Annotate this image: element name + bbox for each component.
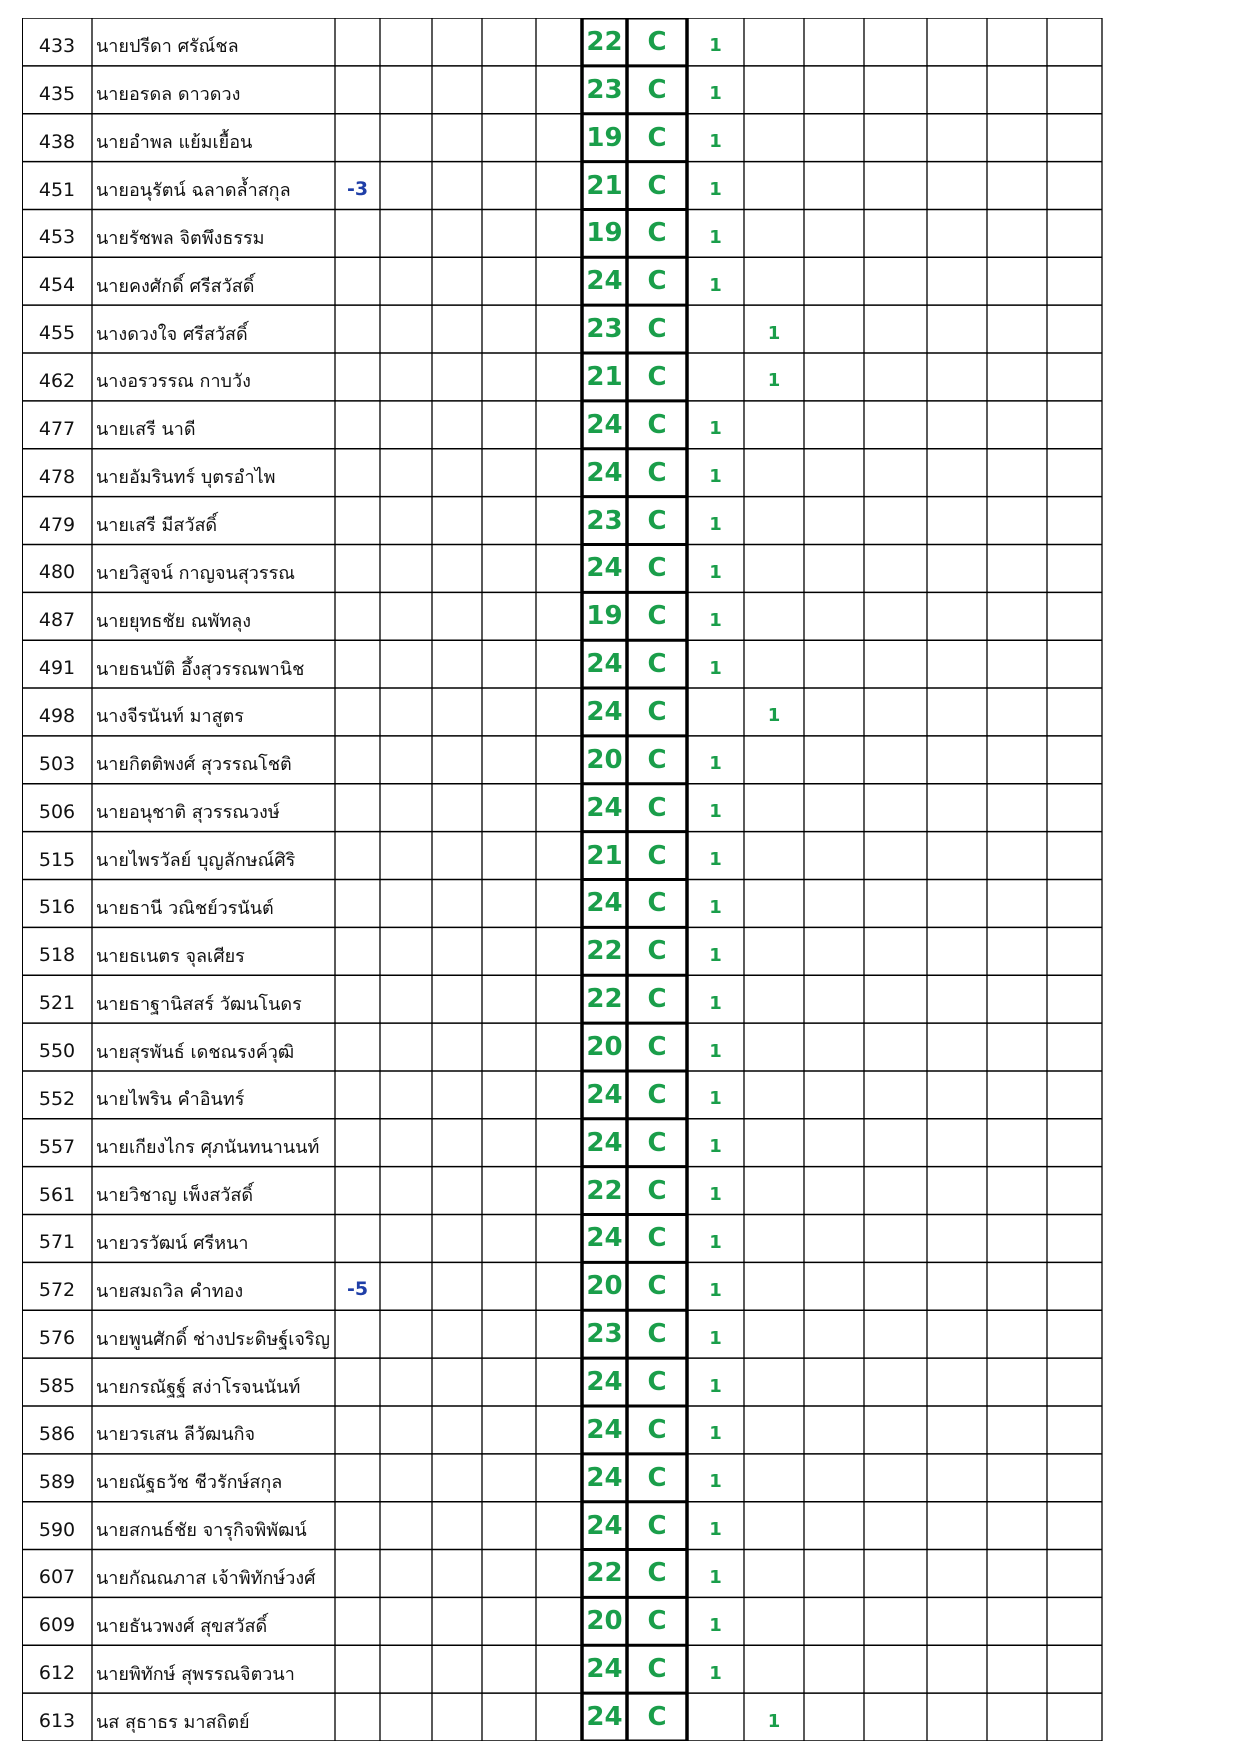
score-adjustment	[335, 1364, 380, 1406]
student-number: 609	[38, 1614, 76, 1637]
grade: C	[647, 1223, 667, 1254]
result-flag-2: 1	[767, 370, 781, 392]
student-name: นายกัณณภาส เจ้าพิทักษ์วงศ์	[96, 1567, 316, 1589]
grade: C	[647, 1462, 667, 1493]
student-number: 479	[38, 513, 76, 536]
student-number: 607	[38, 1566, 76, 1589]
total-score: 22	[586, 1175, 623, 1206]
grade: C	[647, 1127, 667, 1158]
result-flag-1: 1	[709, 944, 722, 966]
total-score: 24	[586, 696, 623, 727]
result-flag-1: 1	[709, 131, 722, 153]
score-adjustment	[335, 407, 380, 449]
student-number: 491	[38, 657, 76, 680]
result-flag-1: 1	[709, 226, 722, 248]
score-adjustment	[335, 1556, 380, 1598]
grade: C	[647, 601, 667, 632]
result-flag-2	[744, 1414, 804, 1454]
grade: C	[647, 26, 667, 57]
result-flag-1: 1	[709, 35, 722, 57]
total-score: 21	[586, 840, 623, 871]
total-score: 24	[586, 1414, 623, 1445]
result-flag-1: 1	[709, 1614, 722, 1636]
grade: C	[647, 744, 667, 775]
student-name: นายพูนศักดิ์ ช่างประดิษฐ์เจริญ	[96, 1328, 330, 1350]
score-adjustment	[335, 1460, 380, 1502]
student-name: นายวรวัฒน์ ศรีหนา	[96, 1232, 249, 1254]
result-flag-1: 1	[709, 1040, 722, 1062]
result-flag-2	[744, 1270, 804, 1310]
student-number: 435	[38, 82, 76, 105]
score-sheet-table	[22, 18, 1126, 1741]
grade: C	[647, 361, 667, 392]
student-number: 571	[38, 1231, 76, 1254]
student-name: นายธานี วณิชย์วรนันต์	[96, 897, 274, 919]
score-adjustment	[335, 550, 380, 592]
result-flag-2	[744, 888, 804, 928]
student-name: นายสมถวิล คำทอง	[96, 1280, 244, 1302]
total-score: 24	[586, 1223, 623, 1254]
result-flag-2	[744, 1318, 804, 1358]
student-name: นายสกนธ์ชัย จารุกิจพิพัฒน์	[96, 1520, 307, 1542]
student-name: นายไพริน คำอินทร์	[96, 1089, 245, 1111]
grade: C	[647, 409, 667, 440]
grade: C	[647, 1079, 667, 1110]
result-flag-1: 1	[709, 1471, 722, 1493]
student-number: 561	[38, 1183, 76, 1206]
grade: C	[647, 840, 667, 871]
grade: C	[647, 266, 667, 297]
result-flag-2	[744, 457, 804, 497]
student-number: 552	[38, 1087, 76, 1110]
grade: C	[647, 649, 667, 680]
student-number: 590	[38, 1518, 76, 1541]
student-number: 518	[38, 944, 76, 967]
student-number: 521	[38, 992, 76, 1015]
total-score: 20	[586, 744, 623, 775]
grade: C	[647, 1606, 667, 1637]
total-score: 24	[586, 1510, 623, 1541]
student-name: นายธาฐานิสสร์ วัฒนโนดร	[96, 993, 302, 1015]
result-flag-2	[744, 1127, 804, 1167]
result-flag-2	[744, 983, 804, 1023]
grade: C	[647, 888, 667, 919]
student-name: นายณัฐธวัช ชีวรักษ์สกุล	[96, 1472, 283, 1494]
grade: C	[647, 1271, 667, 1302]
score-adjustment	[335, 886, 380, 928]
student-number: 612	[38, 1662, 76, 1685]
student-name: นายพิทักษ์ สุพรรณจิตวนา	[96, 1663, 295, 1685]
student-number: 453	[38, 226, 76, 249]
result-flag-2	[744, 1462, 804, 1502]
grade: C	[647, 1702, 667, 1733]
result-flag-1: 1	[709, 657, 722, 679]
student-name: นายวิชาญ เพ็งสวัสดิ์	[96, 1185, 254, 1207]
grade: C	[647, 1175, 667, 1206]
grade: C	[647, 505, 667, 536]
grade: C	[647, 74, 667, 105]
score-adjustment	[335, 1221, 380, 1263]
student-name: นายอำพล แย้มเยื้อน	[96, 132, 253, 154]
student-number: 613	[38, 1710, 76, 1733]
result-flag-2	[744, 1079, 804, 1119]
result-flag-2	[744, 170, 804, 210]
score-adjustment	[335, 646, 380, 688]
total-score: 21	[586, 170, 623, 201]
result-flag-2	[744, 600, 804, 640]
student-number: 576	[38, 1327, 76, 1350]
total-score: 23	[586, 314, 623, 345]
result-flag-2: 1	[767, 1710, 781, 1732]
total-score: 19	[586, 601, 623, 632]
result-flag-2	[744, 505, 804, 545]
student-name: นางอรวรรณ กาบวัง	[96, 371, 251, 393]
total-score: 24	[586, 1654, 623, 1685]
score-adjustment	[335, 1125, 380, 1167]
total-score: 24	[586, 792, 623, 823]
result-flag-2	[744, 1175, 804, 1215]
score-adjustment	[335, 311, 380, 353]
result-flag-1: 1	[709, 1136, 722, 1158]
result-flag-1: 1	[709, 1566, 722, 1588]
total-score: 19	[586, 122, 623, 153]
score-adjustment	[335, 1699, 380, 1741]
grade: C	[647, 122, 667, 153]
student-name: นายสุรพันธ์ เดชณรงค์วุฒิ	[96, 1041, 295, 1063]
result-flag-1: 1	[709, 992, 722, 1014]
score-adjustment	[335, 1508, 380, 1550]
total-score: 23	[586, 505, 623, 536]
score-adjustment	[335, 981, 380, 1023]
score-adjustment	[335, 24, 380, 66]
result-flag-1: 1	[709, 896, 722, 918]
result-flag-2	[744, 1366, 804, 1406]
total-score: 24	[586, 1702, 623, 1733]
result-flag-2	[744, 1510, 804, 1550]
student-number: 498	[38, 704, 76, 727]
result-flag-1: 1	[709, 609, 722, 631]
score-adjustment	[335, 503, 380, 545]
score-adjustment	[335, 215, 380, 257]
student-number: 487	[38, 609, 76, 632]
student-name: นายอรดล ดาวดวง	[96, 84, 241, 106]
total-score: 22	[586, 1558, 623, 1589]
student-name: นายธันวพงศ์ สุขสวัสดิ์	[96, 1615, 268, 1637]
result-flag-1: 1	[709, 753, 722, 775]
score-adjustment	[335, 1029, 380, 1071]
total-score: 22	[586, 936, 623, 967]
result-flag-1: 1	[709, 1423, 722, 1445]
student-number: 438	[38, 130, 76, 153]
student-name: นายกิตติพงศ์ สุวรรณโชติ	[96, 754, 292, 776]
student-name: นายเสรี นาดี	[96, 419, 196, 441]
result-flag-1: 1	[709, 83, 722, 105]
score-adjustment	[335, 263, 380, 305]
total-score: 20	[586, 1606, 623, 1637]
result-flag-1: 1	[709, 1088, 722, 1110]
grade: C	[647, 218, 667, 249]
score-adjustment	[335, 790, 380, 832]
score-adjustment	[335, 1173, 380, 1215]
student-number: 477	[38, 417, 76, 440]
student-name: นางจีรนันท์ มาสูตร	[96, 706, 244, 728]
student-number: 433	[38, 34, 76, 57]
student-name: นายคงศักดิ์ ศรีสวัสดิ์	[96, 275, 255, 297]
grade: C	[647, 314, 667, 345]
grade: C	[647, 553, 667, 584]
result-flag-1: 1	[709, 561, 722, 583]
score-adjustment	[335, 838, 380, 880]
total-score: 23	[586, 1319, 623, 1350]
student-name: นายอัมรินทร์ บุตรอำไพ	[96, 467, 276, 489]
score-adjustment	[335, 1316, 380, 1358]
score-adjustment	[335, 1077, 380, 1119]
grade: C	[647, 1319, 667, 1350]
student-number: 515	[38, 848, 76, 871]
student-name: นายไพรวัลย์ บุญลักษณ์ศิริ	[96, 850, 296, 872]
total-score: 24	[586, 888, 623, 919]
total-score: 24	[586, 457, 623, 488]
score-adjustment	[335, 694, 380, 736]
total-score: 21	[586, 361, 623, 392]
total-score: 24	[586, 553, 623, 584]
student-number: 506	[38, 800, 76, 823]
result-flag-2	[744, 74, 804, 114]
student-name: นายรัชพล จิตพึงธรรม	[96, 227, 265, 249]
result-flag-2	[744, 935, 804, 975]
result-flag-2	[744, 1558, 804, 1598]
total-score: 20	[586, 1271, 623, 1302]
result-flag-2	[744, 840, 804, 880]
student-name: นางดวงใจ ศรีสวัสดิ์	[96, 323, 248, 345]
result-flag-2	[744, 744, 804, 784]
result-flag-2	[744, 122, 804, 162]
total-score: 22	[586, 984, 623, 1015]
student-name: นายธนบัติ อึ้งสุวรรณพานิช	[96, 658, 305, 680]
result-flag-1: 1	[709, 1184, 722, 1206]
student-name: นายอนุชาติ สุวรรณวงษ์	[96, 802, 280, 824]
student-number: 455	[38, 322, 76, 345]
score-adjustment	[335, 933, 380, 975]
result-flag-1: 1	[709, 1519, 722, 1541]
grade: C	[647, 1367, 667, 1398]
student-name: นายกรณัฐฐ์ สง่าโรจนนันท์	[96, 1376, 301, 1398]
score-adjustment	[335, 359, 380, 401]
total-score: 24	[586, 1127, 623, 1158]
grade: C	[647, 1032, 667, 1062]
grade: C	[647, 984, 667, 1015]
student-number: 451	[38, 178, 76, 201]
score-adjustment	[335, 598, 380, 640]
grade: C	[647, 1558, 667, 1589]
student-name: นายเสรี มีสวัสดิ์	[96, 515, 218, 537]
student-name: นายเกียงไกร ศุภนันทนานนท์	[96, 1137, 320, 1159]
grade: C	[647, 457, 667, 488]
result-flag-2	[744, 265, 804, 305]
student-number: 462	[38, 369, 76, 392]
result-flag-1: 1	[709, 1375, 722, 1397]
student-number: 480	[38, 561, 76, 584]
student-number: 478	[38, 465, 76, 488]
total-score: 24	[586, 266, 623, 297]
result-flag-2: 1	[767, 322, 781, 344]
score-adjustment: -3	[346, 177, 369, 200]
score-adjustment	[335, 455, 380, 497]
result-flag-1: 1	[709, 849, 722, 871]
student-number: 585	[38, 1375, 76, 1398]
grade: C	[647, 170, 667, 201]
student-name: นายอนุรัตน์ ฉลาดล้ำสกุล	[96, 180, 291, 201]
result-flag-1: 1	[709, 1327, 722, 1349]
score-adjustment	[335, 120, 380, 162]
student-name: นายยุทธชัย ณพัทลุง	[96, 610, 252, 632]
student-number: 503	[38, 752, 76, 775]
result-flag-2	[744, 217, 804, 257]
result-flag-2	[744, 1605, 804, 1645]
student-number: 516	[38, 896, 76, 919]
result-flag-1: 1	[709, 801, 722, 823]
grade: C	[647, 1654, 667, 1685]
total-score: 24	[586, 1367, 623, 1398]
student-number: 550	[38, 1040, 76, 1062]
result-flag-2	[744, 1031, 804, 1071]
result-flag-1: 1	[709, 514, 722, 536]
total-score: 23	[586, 74, 623, 105]
result-flag-2	[744, 26, 804, 66]
score-adjustment	[335, 72, 380, 114]
result-flag-2	[744, 1653, 804, 1693]
result-flag-1: 1	[709, 1279, 722, 1301]
student-name: นายวรเสน ลีวัฒนกิจ	[96, 1424, 256, 1446]
result-flag-1	[687, 696, 744, 736]
result-flag-1: 1	[709, 179, 722, 200]
total-score: 24	[586, 1079, 623, 1110]
score-adjustment: -5	[346, 1278, 369, 1301]
result-flag-1: 1	[709, 274, 722, 296]
result-flag-1	[687, 361, 744, 401]
total-score: 22	[586, 26, 623, 57]
student-number: 454	[38, 274, 76, 297]
grade: C	[647, 936, 667, 967]
total-score: 24	[586, 649, 623, 680]
result-flag-1: 1	[709, 1231, 722, 1253]
result-flag-1: 1	[709, 418, 722, 440]
total-score: 24	[586, 409, 623, 440]
score-adjustment	[335, 1651, 380, 1693]
student-number: 572	[38, 1279, 76, 1302]
result-flag-1: 1	[709, 1662, 722, 1684]
score-adjustment	[335, 1412, 380, 1454]
result-flag-1: 1	[709, 466, 722, 488]
score-adjustment	[335, 1603, 380, 1645]
student-number: 586	[38, 1422, 76, 1445]
grade: C	[647, 1510, 667, 1541]
total-score: 24	[586, 1462, 623, 1493]
total-score: 19	[586, 218, 623, 249]
result-flag-2	[744, 1223, 804, 1263]
student-number: 589	[38, 1470, 76, 1493]
result-flag-1	[687, 1701, 744, 1741]
student-name: นายวิสูจน์ กาญจนสุวรรณ	[96, 562, 295, 584]
grade: C	[647, 696, 667, 727]
student-number: 557	[38, 1135, 76, 1158]
grade: C	[647, 792, 667, 823]
score-adjustment	[335, 742, 380, 784]
grade: C	[647, 1414, 667, 1445]
student-name: นส สุธาธร มาสถิตย์	[96, 1711, 250, 1733]
result-flag-2	[744, 409, 804, 449]
student-name: นายธเนตร จุลเศียร	[96, 945, 245, 967]
total-score: 20	[586, 1032, 623, 1062]
result-flag-2	[744, 648, 804, 688]
result-flag-2: 1	[767, 705, 781, 727]
result-flag-2	[744, 552, 804, 592]
result-flag-1	[687, 313, 744, 353]
result-flag-2	[744, 792, 804, 832]
student-name: นายปรีดา ศรัณ์ชล	[96, 36, 239, 58]
